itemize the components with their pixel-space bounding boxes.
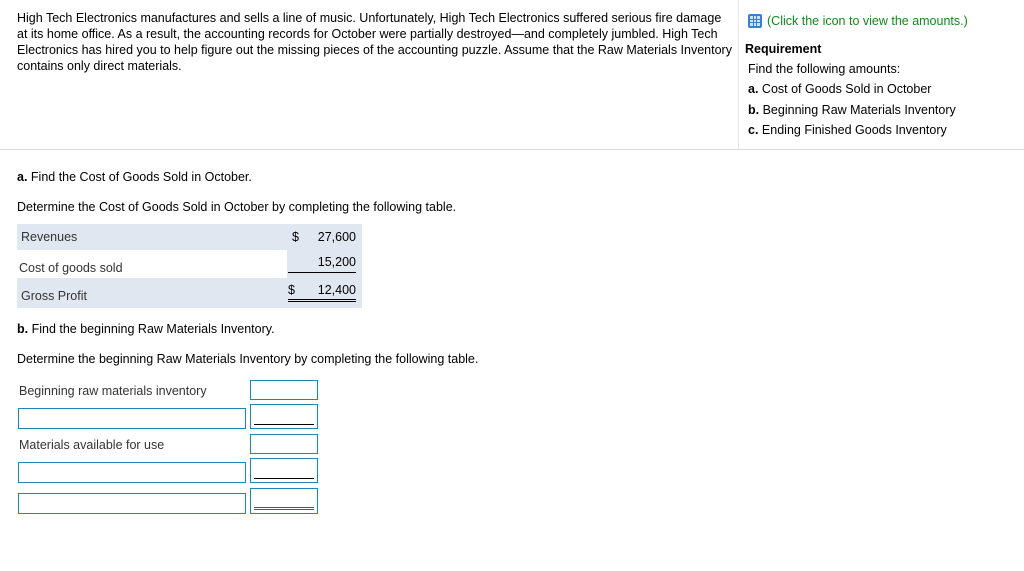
view-amounts-text[interactable]: (Click the icon to view the amounts.) xyxy=(767,14,968,28)
requirement-item-c: c. Ending Finished Goods Inventory xyxy=(748,123,947,137)
requirement-title: Requirement xyxy=(745,42,822,56)
part-a-title: a. Find the Cost of Goods Sold in October. xyxy=(17,170,252,184)
row-5-amount-input[interactable] xyxy=(250,488,318,514)
table-row-gross-profit xyxy=(17,278,362,308)
row-4-amount-input[interactable] xyxy=(250,458,318,483)
part-b-instructions: Determine the beginning Raw Materials Inventory by completing the following table. xyxy=(17,352,479,366)
section-divider xyxy=(0,149,1024,150)
table-icon[interactable] xyxy=(748,14,762,28)
materials-available-label: Materials available for use xyxy=(19,438,165,452)
requirement-item-a: a. Cost of Goods Sold in October xyxy=(748,82,932,96)
row-label: Gross Profit xyxy=(21,289,87,303)
beginning-rm-label: Beginning raw materials inventory xyxy=(19,384,207,398)
gross-profit-value: $ 12,400 xyxy=(288,283,356,302)
materials-available-input[interactable] xyxy=(250,434,318,454)
revenues-value: 27,600 xyxy=(317,230,356,244)
row-5-label-input[interactable] xyxy=(18,493,246,514)
table-row-cogs xyxy=(17,250,362,278)
row-2-amount-input[interactable] xyxy=(250,404,318,429)
beginning-rm-input[interactable] xyxy=(250,380,318,400)
requirement-intro: Find the following amounts: xyxy=(748,62,901,76)
requirement-item-b: b. Beginning Raw Materials Inventory xyxy=(748,103,956,117)
problem-text: High Tech Electronics manufactures and sells a line of music. Unfortunately, High Tech Electronics suffered serious fire damage at its home office. As a result, the accounting records for October were partially destroyed—and completely jumbled. High Tech Electronics has hired you to help figure out the missing pieces of the accounting puzzle. Assume that the Raw Materials Inventory contains only direct materials. xyxy=(17,11,732,73)
view-amounts-link[interactable] xyxy=(748,14,968,28)
row-2-label-input[interactable] xyxy=(18,408,246,429)
currency-symbol: $ xyxy=(292,230,299,244)
part-a-instructions: Determine the Cost of Goods Sold in October by completing the following table. xyxy=(17,200,457,214)
row-4-label-input[interactable] xyxy=(18,462,246,483)
cogs-value: 15,200 xyxy=(288,255,356,273)
row-label: Revenues xyxy=(21,230,78,244)
part-b-title: b. Find the beginning Raw Materials Inventory. xyxy=(17,322,275,336)
table-row-revenues xyxy=(17,224,362,250)
row-label: Cost of goods sold xyxy=(19,261,123,275)
vertical-divider xyxy=(738,0,739,149)
